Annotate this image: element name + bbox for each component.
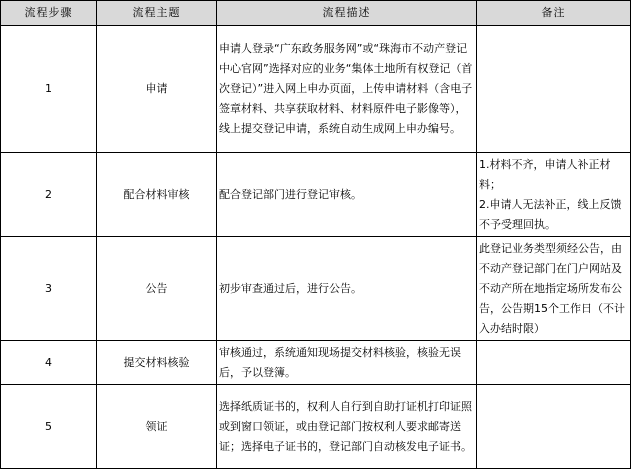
theme-cell: 公告 — [97, 237, 217, 341]
header-note: 备注 — [477, 1, 631, 26]
header-theme: 流程主题 — [97, 1, 217, 26]
note-cell — [477, 341, 631, 385]
description-cell: 初步审查通过后，进行公告。 — [217, 237, 477, 341]
note-cell — [477, 385, 631, 469]
description-cell: 审核通过，系统通知现场提交材料核验，核验无误后，予以登簿。 — [217, 341, 477, 385]
step-cell: 5 — [1, 385, 97, 469]
theme-cell: 领证 — [97, 385, 217, 469]
header-step: 流程步骤 — [1, 1, 97, 26]
step-cell: 2 — [1, 153, 97, 237]
step-cell: 3 — [1, 237, 97, 341]
description-cell: 选择纸质证书的，权利人自行到自助打证机打印证照或到窗口领证，或由登记部门按权利人要求邮寄送证；选择电子证书的，登记部门自动核发电子证书。 — [217, 385, 477, 469]
header-description: 流程描述 — [217, 1, 477, 26]
note-line: 1.材料不齐，申请人补正材料； — [479, 157, 611, 191]
header-row — [1, 1, 631, 26]
table-row — [1, 385, 631, 469]
theme-cell: 配合材料审核 — [97, 153, 217, 237]
theme-cell: 申请 — [97, 26, 217, 153]
table-row — [1, 153, 631, 237]
description-cell: 配合登记部门进行登记审核。 — [217, 153, 477, 237]
note-cell — [477, 26, 631, 153]
step-cell: 1 — [1, 26, 97, 153]
table-row — [1, 341, 631, 385]
table-row — [1, 237, 631, 341]
step-cell: 4 — [1, 341, 97, 385]
note-cell — [477, 153, 631, 237]
note-line: 2.申请人无法补正，线上反馈不予受理回执。 — [479, 197, 622, 231]
note-cell: 此登记业务类型须经公告，由不动产登记部门在门户网站及不动产所在地指定场所发布公告，公告期15个工作日（不计入办结时限） — [477, 237, 631, 341]
table-row — [1, 26, 631, 153]
description-cell: 申请人登录“广东政务服务网”或“珠海市不动产登记中心官网”选择对应的业务“集体土地所有权登记（首次登记）”进入网上申办页面，上传申请材料（含电子签章材料、共享获取材料、材料原件电子影像等），线上提交登记申请，系统自动生成网上申办编号。 — [217, 26, 477, 153]
theme-cell: 提交材料核验 — [97, 341, 217, 385]
